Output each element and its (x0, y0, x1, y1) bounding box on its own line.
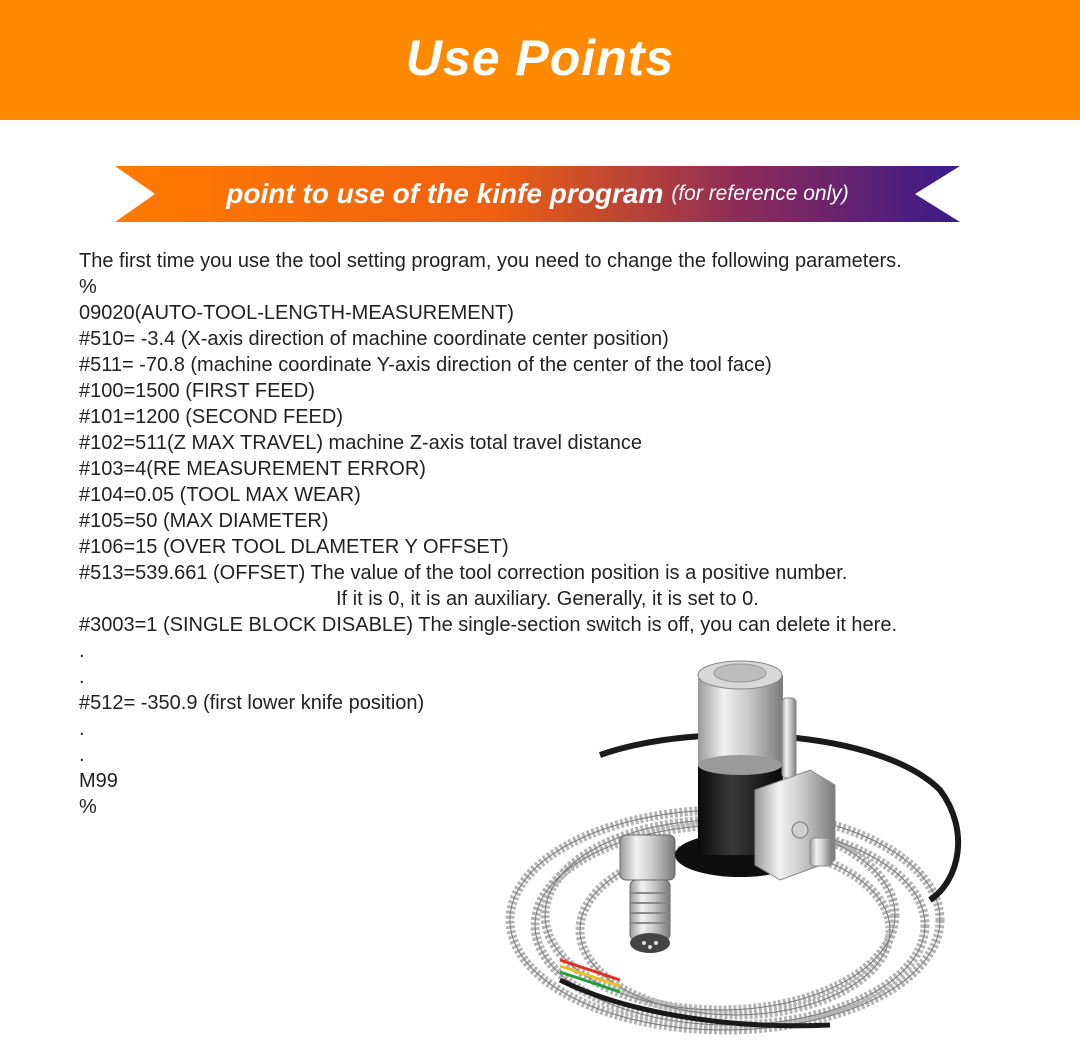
program-line: #106=15 (OVER TOOL DLAMETER Y OFFSET) (79, 536, 509, 558)
banner-text (115, 166, 960, 222)
program-line: . (79, 718, 85, 740)
program-line: #513=539.661 (OFFSET) The value of the tool correction position is a positive number. (79, 562, 848, 584)
program-line: #105=50 (MAX DIAMETER) (79, 510, 329, 532)
program-line: #511= -70.8 (machine coordinate Y-axis direction of the center of the tool face) (79, 354, 772, 376)
section-banner (115, 166, 960, 222)
program-line: #103=4(RE MEASUREMENT ERROR) (79, 458, 426, 480)
program-line: #101=1200 (SECOND FEED) (79, 406, 344, 428)
banner-sub-text: (for reference only) (671, 182, 849, 205)
program-line: #510= -3.4 (X-axis direction of machine coordinate center position) (79, 328, 669, 350)
program-line: . (79, 666, 85, 688)
banner-main-text: point to use of the kinfe program (226, 178, 664, 209)
program-line: #104=0.05 (TOOL MAX WEAR) (79, 484, 361, 506)
program-line: M99 (79, 770, 118, 792)
program-line: #512= -350.9 (first lower knife position) (79, 692, 425, 714)
program-line: 09020(AUTO-TOOL-LENGTH-MEASUREMENT) (79, 302, 514, 324)
program-line: % (79, 276, 97, 298)
header-bar (0, 0, 1080, 120)
tool-setter-sensor-icon (500, 650, 970, 1050)
program-line: % (79, 796, 97, 818)
program-line: . (79, 744, 85, 766)
program-line: #3003=1 (SINGLE BLOCK DISABLE) The single-section switch is off, you can delete it here. (79, 614, 898, 636)
page-title: Use Points (405, 30, 675, 86)
program-line: #100=1500 (FIRST FEED) (79, 380, 315, 402)
program-line: #102=511(Z MAX TRAVEL) machine Z-axis total travel distance (79, 432, 643, 454)
program-line: . (79, 640, 85, 662)
program-line: The first time you use the tool setting program, you need to change the following parameters. (79, 250, 902, 272)
program-line: If it is 0, it is an auxiliary. Generally, it is set to 0. (336, 588, 759, 610)
